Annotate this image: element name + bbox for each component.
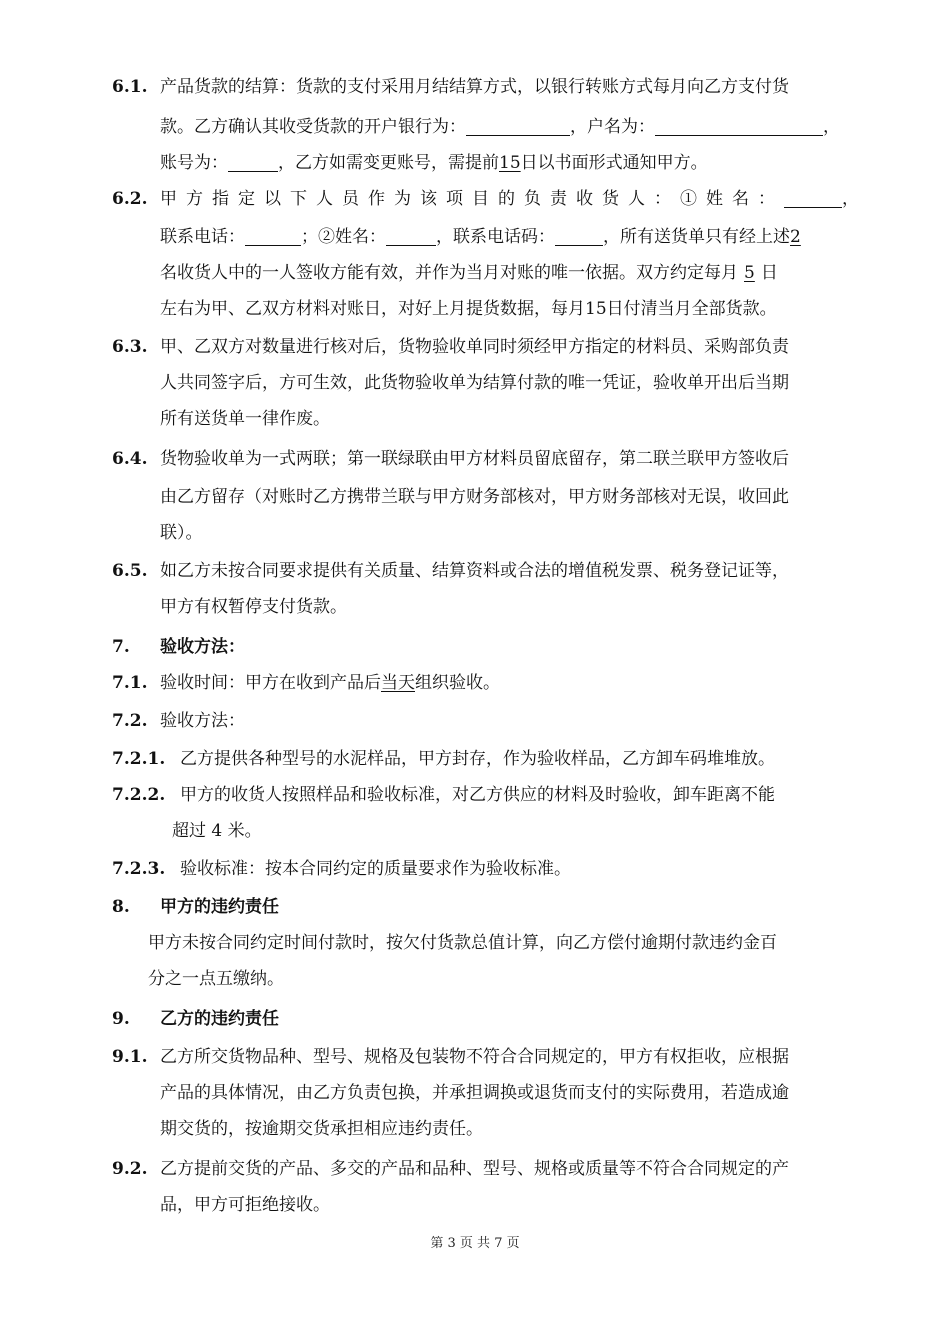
clause-6-4-line-1 <box>112 442 860 476</box>
clause-7-1 <box>112 666 860 700</box>
clause-6-4-line-2: 由乙方留存（对账时乙方携带兰联与甲方财务部核对，甲方财务部核对无误，收回此 <box>160 487 789 507</box>
clause-6-3-line-1 <box>112 330 860 364</box>
notice-days-value: 15 <box>499 153 521 173</box>
clause-9-2-line-2: 品，甲方可拒绝接收。 <box>160 1195 330 1215</box>
clause-number: 6.4. <box>112 449 148 469</box>
clause-text: 日 <box>760 263 778 283</box>
clause-7-2 <box>112 704 860 738</box>
clause-9-1-line-1 <box>112 1040 860 1074</box>
clause-text: 甲方的收货人按照样品和验收标准，对乙方供应的材料及时验收，卸车距离不能 <box>180 785 775 805</box>
clause-text: 验收时间：甲方在收到产品后 <box>160 673 381 693</box>
clause-text: 验收方法： <box>160 711 245 731</box>
inspection-time-value: 当天 <box>381 673 415 693</box>
receiver-2-phone-field[interactable] <box>555 223 603 246</box>
account-holder-field[interactable] <box>655 113 823 136</box>
section-number: 7. <box>112 637 130 657</box>
section-title: 甲方的违约责任 <box>160 897 279 917</box>
clause-text: ，所有送货单只有经上述 <box>603 227 790 247</box>
section-8-line-1: 甲方未按合同约定时间付款时，按欠付货款总值计算，向乙方偿付逾期付款违约金百 <box>148 933 777 953</box>
clause-6-2-line-4: 左右为甲、乙双方材料对账日，对好上月提货数据，每月15日付清当月全部货款。 <box>160 299 777 319</box>
page-number-footer: 第 3 页 共 7 页 <box>430 1236 520 1251</box>
clause-6-2-line-1 <box>112 182 860 216</box>
section-9-heading <box>112 1002 860 1036</box>
clause-text: ，联系电话码： <box>436 227 555 247</box>
clause-number: 9.2. <box>112 1159 148 1179</box>
clause-text: 名收货人中的一人签收方能有效，并作为当月对账的唯一依据。双方约定每月 <box>160 263 738 283</box>
clause-7-2-1 <box>112 742 860 776</box>
section-number: 8. <box>112 897 130 917</box>
section-7-heading <box>112 630 860 664</box>
clause-text: 乙方提前交货的产品、多交的产品和品种、型号、规格或质量等不符合合同规定的产 <box>160 1159 789 1179</box>
clause-9-1-line-2: 产品的具体情况，由乙方负责包换，并承担调换或退货而支付的实际费用，若造成逾 <box>160 1083 789 1103</box>
clause-text: ， <box>823 117 840 137</box>
clause-text: 组织验收。 <box>415 673 500 693</box>
receiver-count-value: 2 <box>790 227 801 247</box>
clause-number: 7.1. <box>112 673 148 693</box>
clause-number: 7.2. <box>112 711 148 731</box>
clause-text: ，户名为： <box>570 117 655 137</box>
clause-9-1-line-3: 期交货的，按逾期交货承担相应违约责任。 <box>160 1119 483 1139</box>
clause-number: 6.1. <box>112 77 148 97</box>
clause-6-1-line-2 <box>160 110 860 144</box>
section-8-heading <box>112 890 860 924</box>
clause-6-2-line-3 <box>160 256 860 290</box>
clause-text: 产品货款的结算：货款的支付采用月结结算方式，以银行转账方式每月向乙方支付货 <box>160 77 789 97</box>
section-8-line-2: 分之一点五缴纳。 <box>148 969 284 989</box>
clause-text: ；②姓名： <box>301 227 386 247</box>
clause-text: 联系电话： <box>160 227 245 247</box>
section-title: 乙方的违约责任 <box>160 1009 279 1029</box>
clause-6-1-line-3 <box>160 146 860 180</box>
clause-number: 7.2.1. <box>112 749 166 769</box>
clause-7-2-2-line-2: 超过 4 米。 <box>172 821 262 841</box>
clause-6-5-line-2: 甲方有权暂停支付货款。 <box>160 597 347 617</box>
clause-text: 货物验收单为一式两联；第一联绿联由甲方材料员留底留存，第二联兰联甲方签收后 <box>160 449 789 469</box>
clause-number: 6.3. <box>112 337 148 357</box>
section-number: 9. <box>112 1009 130 1029</box>
receiver-1-phone-field[interactable] <box>245 223 301 246</box>
section-title: 验收方法： <box>160 637 245 657</box>
account-number-field[interactable] <box>228 149 278 172</box>
receiver-1-name-field[interactable] <box>784 185 842 208</box>
clause-number: 6.2. <box>112 189 148 209</box>
clause-6-1-line-1 <box>112 70 860 104</box>
clause-text: 日以书面形式通知甲方。 <box>520 153 708 173</box>
clause-6-3-line-3: 所有送货单一律作废。 <box>160 409 330 429</box>
clause-text: 甲、乙双方对数量进行核对后，货物验收单同时须经甲方指定的材料员、采购部负责 <box>160 337 789 357</box>
clause-7-2-3 <box>112 852 860 886</box>
clause-text: 甲方指定以下人员作为该项目的负责收货人：①姓名： <box>160 189 784 209</box>
clause-number: 7.2.2. <box>112 785 166 805</box>
clause-7-2-2-line-1 <box>112 778 860 812</box>
clause-text: 验收标准：按本合同约定的质量要求作为验收标准。 <box>180 859 571 879</box>
reconcile-day-value: 5 <box>744 263 755 283</box>
clause-text: ，乙方如需变更账号，需提前 <box>278 153 499 173</box>
clause-number: 7.2.3. <box>112 859 166 879</box>
clause-text: 账号为： <box>160 153 228 173</box>
bank-name-field[interactable] <box>466 113 570 136</box>
clause-6-4-line-3: 联）。 <box>160 523 203 543</box>
clause-number: 6.5. <box>112 561 148 581</box>
clause-6-3-line-2: 人共同签字后，方可生效，此货物验收单为结算付款的唯一凭证，验收单开出后当期 <box>160 373 789 393</box>
clause-text: 如乙方未按合同要求提供有关质量、结算资料或合法的增值税发票、税务登记证等， <box>160 561 789 581</box>
clause-text: 款。乙方确认其收受货款的开户银行为： <box>160 117 466 137</box>
clause-text: 乙方提供各种型号的水泥样品，甲方封存，作为验收样品，乙方卸车码堆堆放。 <box>180 749 775 769</box>
clause-6-5-line-1 <box>112 554 860 588</box>
clause-text: 乙方所交货物品种、型号、规格及包装物不符合合同规定的，甲方有权拒收，应根据 <box>160 1047 789 1067</box>
clause-number: 9.1. <box>112 1047 148 1067</box>
clause-9-2-line-1 <box>112 1152 860 1186</box>
clause-text: ， <box>842 189 859 209</box>
receiver-2-name-field[interactable] <box>386 223 436 246</box>
clause-6-2-line-2 <box>160 220 860 254</box>
